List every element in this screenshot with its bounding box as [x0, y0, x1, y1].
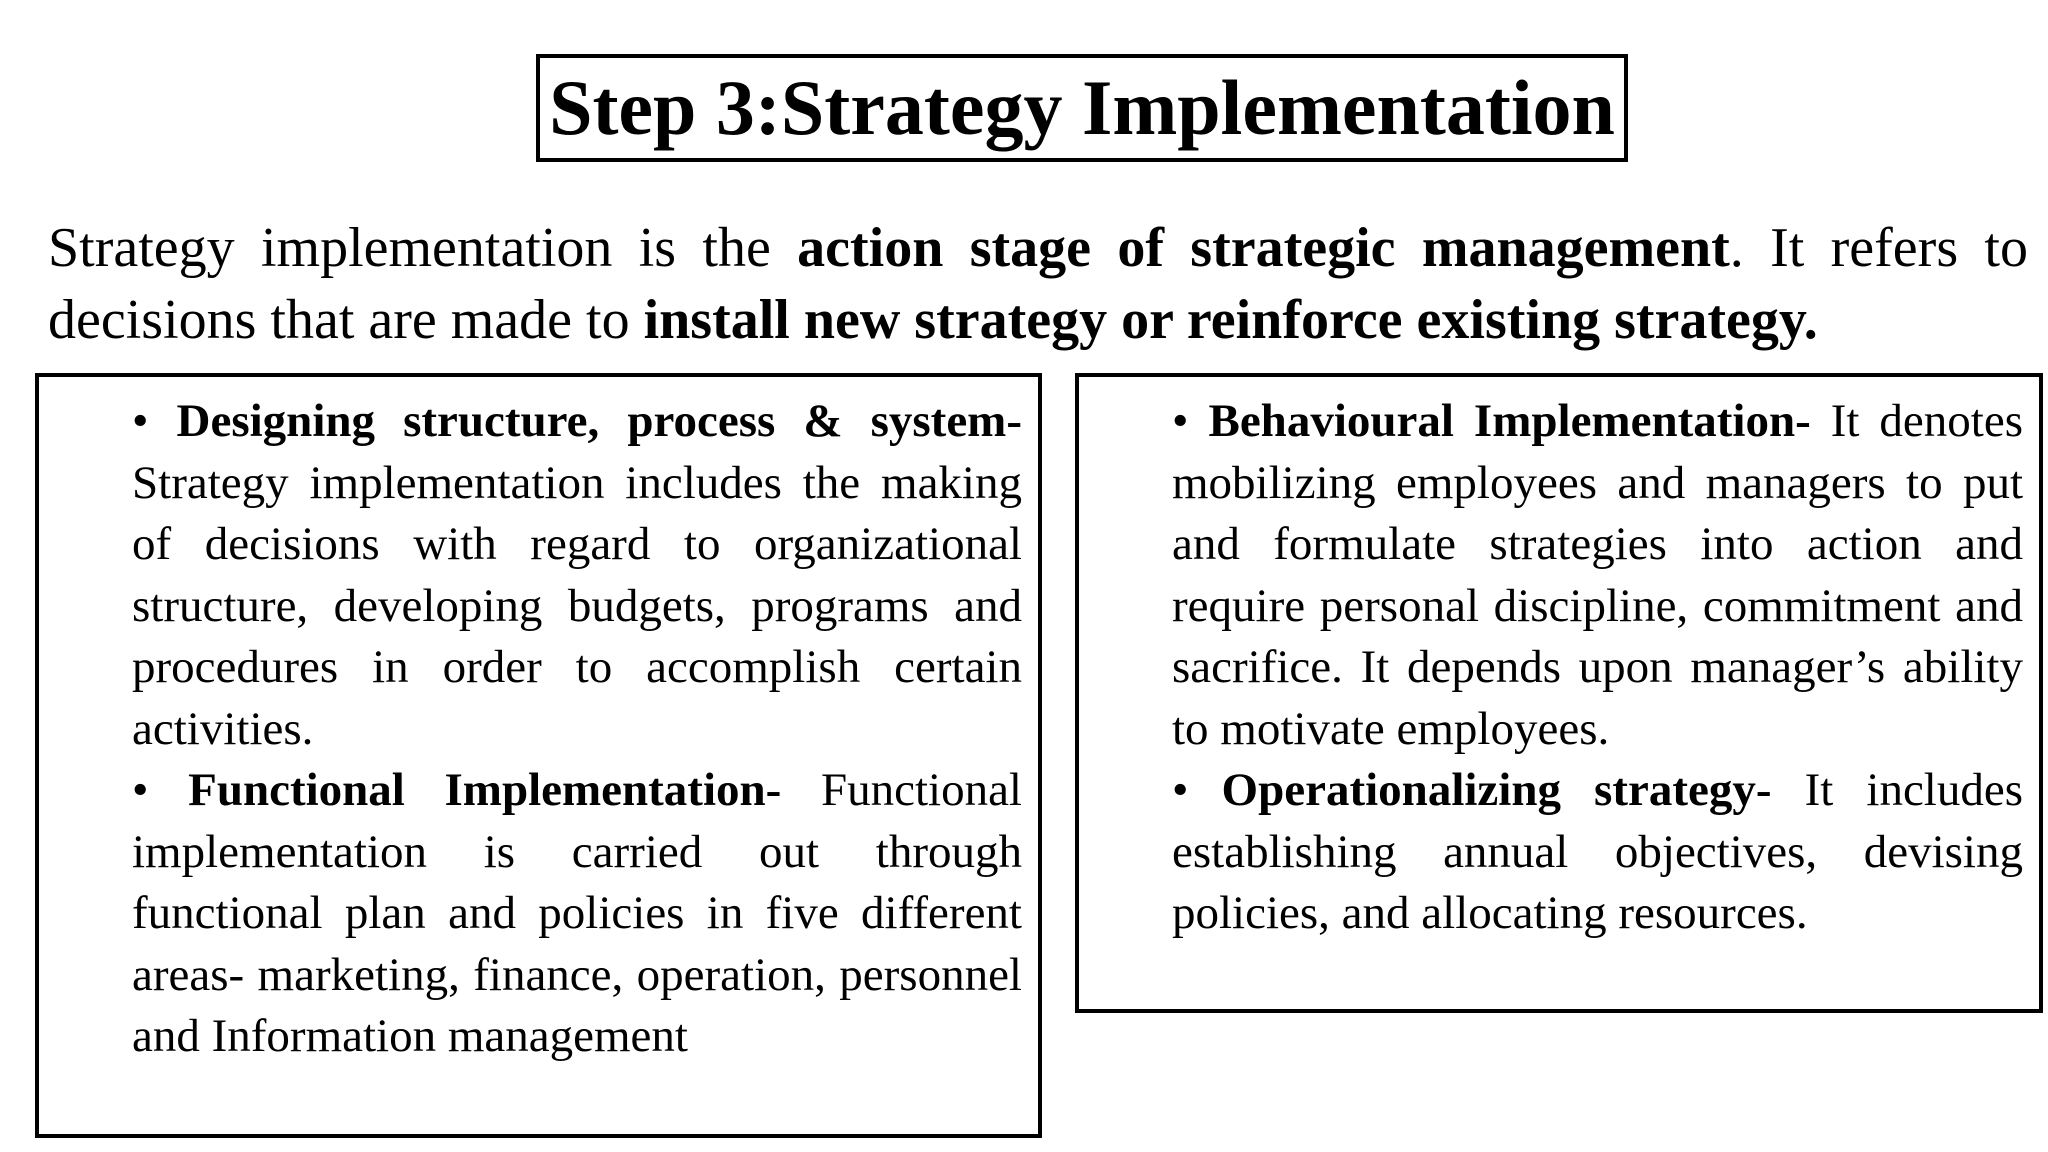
intro-paragraph — [48, 212, 2028, 356]
intro-text-2: . It refers to decisions that are made to — [48, 217, 2028, 351]
intro-bold-2: install new strategy or reinforce existing strategy. — [643, 289, 1818, 351]
page-title: Step 3:Strategy Implementation — [549, 64, 1615, 151]
bullet: • — [132, 764, 149, 816]
item-heading: Operationalizing strategy- — [1221, 764, 1772, 816]
item-text: Functional implementation is carried out through functional plan and policies in five different areas- marketing, finance, operation, personnel and Information management — [132, 764, 1022, 1062]
item-text: It includes establishing annual objectives, devising policies, and allocating resources. — [1172, 764, 2024, 939]
intro-text-1: Strategy implementation is the — [48, 217, 798, 279]
left-content-box — [35, 373, 1042, 1138]
list-item-operationalizing-strategy — [1172, 760, 2023, 945]
bullet: • — [1172, 395, 1189, 447]
bullet: • — [1172, 764, 1189, 816]
bullet: • — [132, 395, 149, 447]
item-text: It denotes mobilizing employees and managers to put and formulate strategies into action and require personal discipline, commitment and sacrifice. It depends upon manager’s ability to motivate employees. — [1172, 395, 2024, 755]
item-heading: Designing structure, process & system- — [176, 395, 1022, 447]
right-content-box — [1075, 373, 2043, 1013]
item-text: Strategy implementation includes the making of decisions with regard to organizational structure, developing budgets, programs and procedures in order to accomplish certain activities. — [132, 456, 1022, 755]
list-item-designing-structure — [132, 391, 1022, 760]
intro-bold-1: action stage of strategic management — [797, 217, 1730, 279]
item-heading: Behavioural Implementation- — [1208, 395, 1811, 447]
item-heading: Functional Implementation- — [188, 764, 782, 816]
title-box — [536, 54, 1628, 162]
list-item-functional-implementation — [132, 760, 1022, 1068]
list-item-behavioural-implementation — [1172, 391, 2023, 760]
